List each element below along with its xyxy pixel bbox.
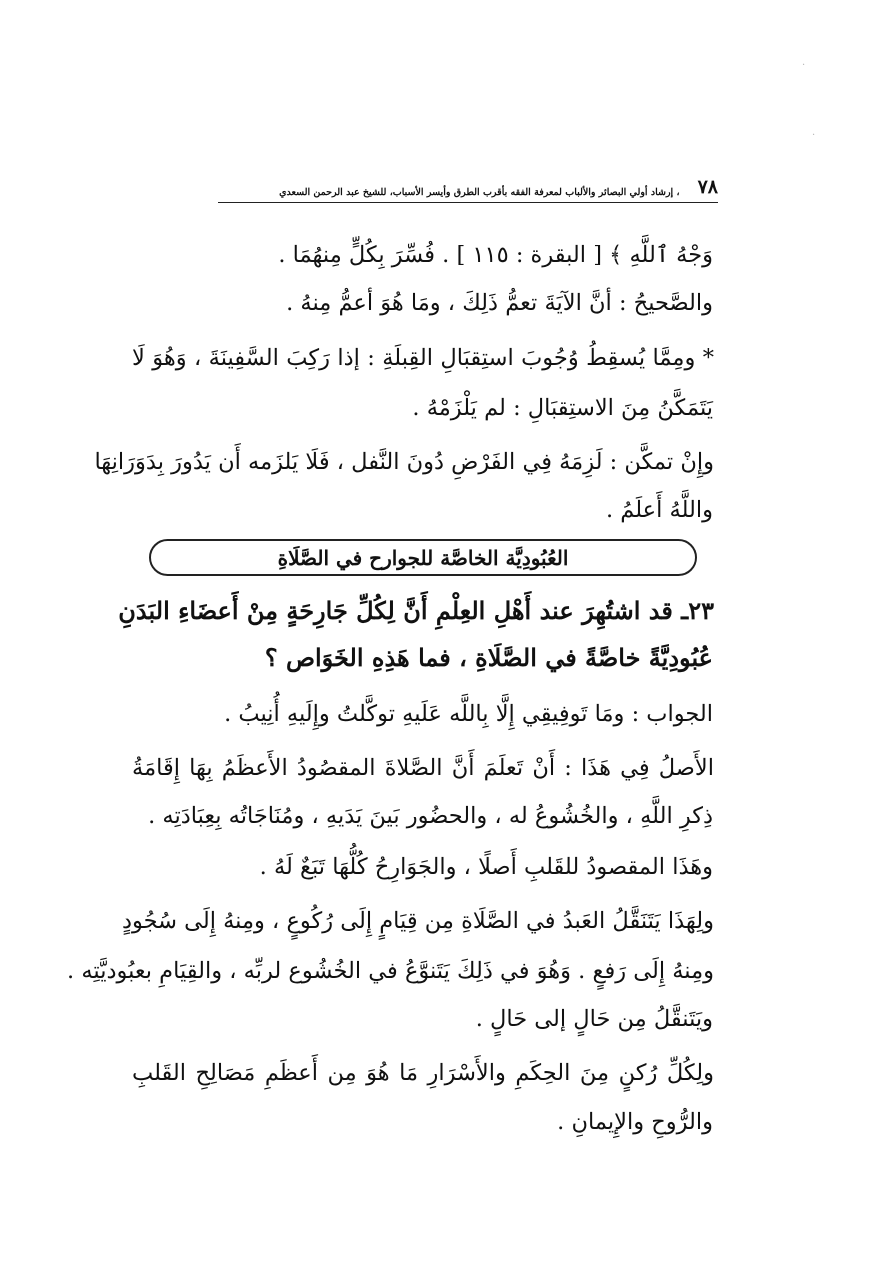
text-line: ومِنهُ إِلَى رَفعٍ . وَهُوَ في ذَلِكَ يَتَنوَّعُ في الخُشُوع لربِّه ، والقِيَامِ بعبُوديَّتِه . — [67, 958, 714, 984]
text-line: الأَصلُ فِي هَذَا : أَنْ تَعلَمَ أَنَّ الصَّلاةَ المقصُودُ الأَعظَمُ بِهَا إِقَامَةُ — [132, 755, 714, 781]
text-line: الجواب : ومَا تَوفِيقِي إِلَّا بِاللَّه عَلَيهِ توكَّلتُ وإِلَيهِ أُنِيبُ . — [224, 701, 713, 727]
question-line: ٢٣ـ قد اشتُهِرَ عند أَهْلِ العِلْمِ أَنَّ لِكُلِّ جَارِحَةٍ مِنْ أَعضَاءِ البَدَنِ — [118, 596, 714, 625]
scan-speck: · — [812, 130, 816, 141]
text-line: وهَذَا المقصودُ للقَلبِ أَصلًا ، والجَوَارِحُ كُلُّهَا تَبَعٌ لَهُ . — [259, 854, 713, 880]
text-line: ولِهَذَا يَتَنَقَّلُ العَبدُ في الصَّلَاةِ مِن قِيَامٍ إِلَى رُكُوعٍ ، ومِنهُ إِلَى سُجُودٍ — [121, 908, 714, 934]
section-title: العُبُودِيَّة الخاصَّة للجوارح في الصَّلَاةِ — [277, 545, 569, 570]
text-line: ولِكُلِّ رُكنٍ مِنَ الحِكَمِ والأَسْرَارِ مَا هُوَ مِن أَعظَمِ مَصَالِحِ القَلبِ — [132, 1060, 714, 1086]
text-line: * ومِمَّا يُسقِطُ وُجُوبَ استِقبَالِ القِبلَةِ : إذا رَكِبَ السَّفِينَةَ ، وَهُوَ لَا — [132, 345, 714, 371]
text-line: والرُّوحِ والإِيمانِ . — [557, 1109, 713, 1135]
text-line: ويَتَنقَّلُ مِن حَالٍ إلى حَالٍ . — [475, 1006, 713, 1032]
page-number: ٧٨ — [697, 176, 718, 198]
question-line: عُبُودِيَّةً خاصَّةً في الصَّلَاةِ ، فما هَذِهِ الخَوَاص ؟ — [264, 643, 713, 672]
text-line: ذِكرِ اللَّهِ ، والخُشُوعُ له ، والحضُور بَينَ يَدَيهِ ، ومُنَاجَاتُه بِعِبَادَتِه . — [148, 803, 713, 829]
text-line: واللَّهُ أَعلَمُ . — [605, 497, 713, 523]
text-line: وإِنْ تمكَّن : لَزِمَهُ فِي الفَرْضِ دُونَ النَّفل ، فَلَا يَلزَمه أَن يَدُورَ بِدَوَرَانِهَا — [94, 449, 714, 475]
text-line: يَتَمَكَّنُ مِنَ الاستِقبَالِ : لم يَلْزَمْهُ . — [412, 395, 713, 421]
scan-speck: · — [802, 60, 806, 71]
text-line: والصَّحيحُ : أنَّ الآيَةَ تعمُّ ذَلِكَ ، ومَا هُوَ أعمُّ مِنهُ . — [286, 290, 713, 316]
text-line: وَجْهُ ٱللَّهِ ﴾ [ البقرة : ١١٥ ] . فُسِّرَ بِكُلٍّ مِنهُمَا . — [278, 242, 713, 268]
running-title: ، إرشاد أولي البصائر والألباب لمعرفة الفقه بأقرب الطرق وأيسر الأسباب، للشيخ عبد الرحمن السعدي — [279, 187, 680, 198]
section-heading-box — [149, 539, 697, 576]
header-rule — [218, 202, 718, 203]
running-header — [218, 178, 718, 198]
